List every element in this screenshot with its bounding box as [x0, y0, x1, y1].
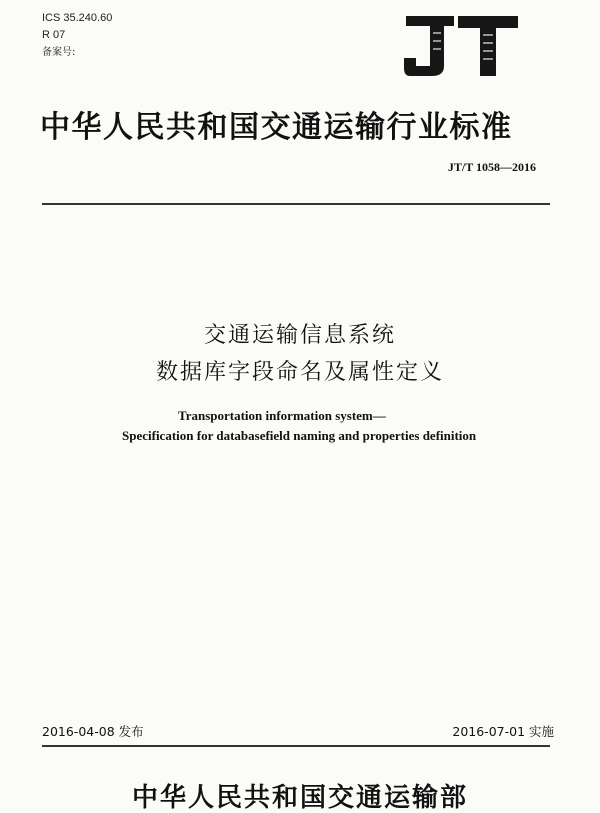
issue-date: 2016-04-08 发布 — [42, 724, 144, 739]
ics-code: ICS 35.240.60 — [42, 12, 113, 24]
header-divider — [42, 203, 550, 205]
jt-standard-logo — [402, 14, 520, 78]
english-title-line-2: Specification for databasefield naming and properties definition — [122, 428, 477, 443]
footer-divider — [42, 745, 550, 747]
chinese-title-line-2: 数据库字段命名及属性定义 — [155, 360, 444, 385]
english-title-line-1: Transportation information system— — [178, 408, 386, 423]
filing-number-label: 备案号: — [42, 47, 76, 58]
issuing-organization-title: 中华人民共和国交通运输行业标准 — [40, 110, 513, 145]
effective-date: 2016-07-01 实施 — [452, 724, 554, 739]
classification-code: R 07 — [42, 29, 66, 41]
chinese-title-line-1: 交通运输信息系统 — [203, 323, 396, 348]
publisher-text: 中华人民共和国交通运输部 — [131, 783, 468, 813]
publisher-name — [0, 783, 600, 813]
standard-code: JT/T 1058—2016 — [447, 160, 536, 174]
